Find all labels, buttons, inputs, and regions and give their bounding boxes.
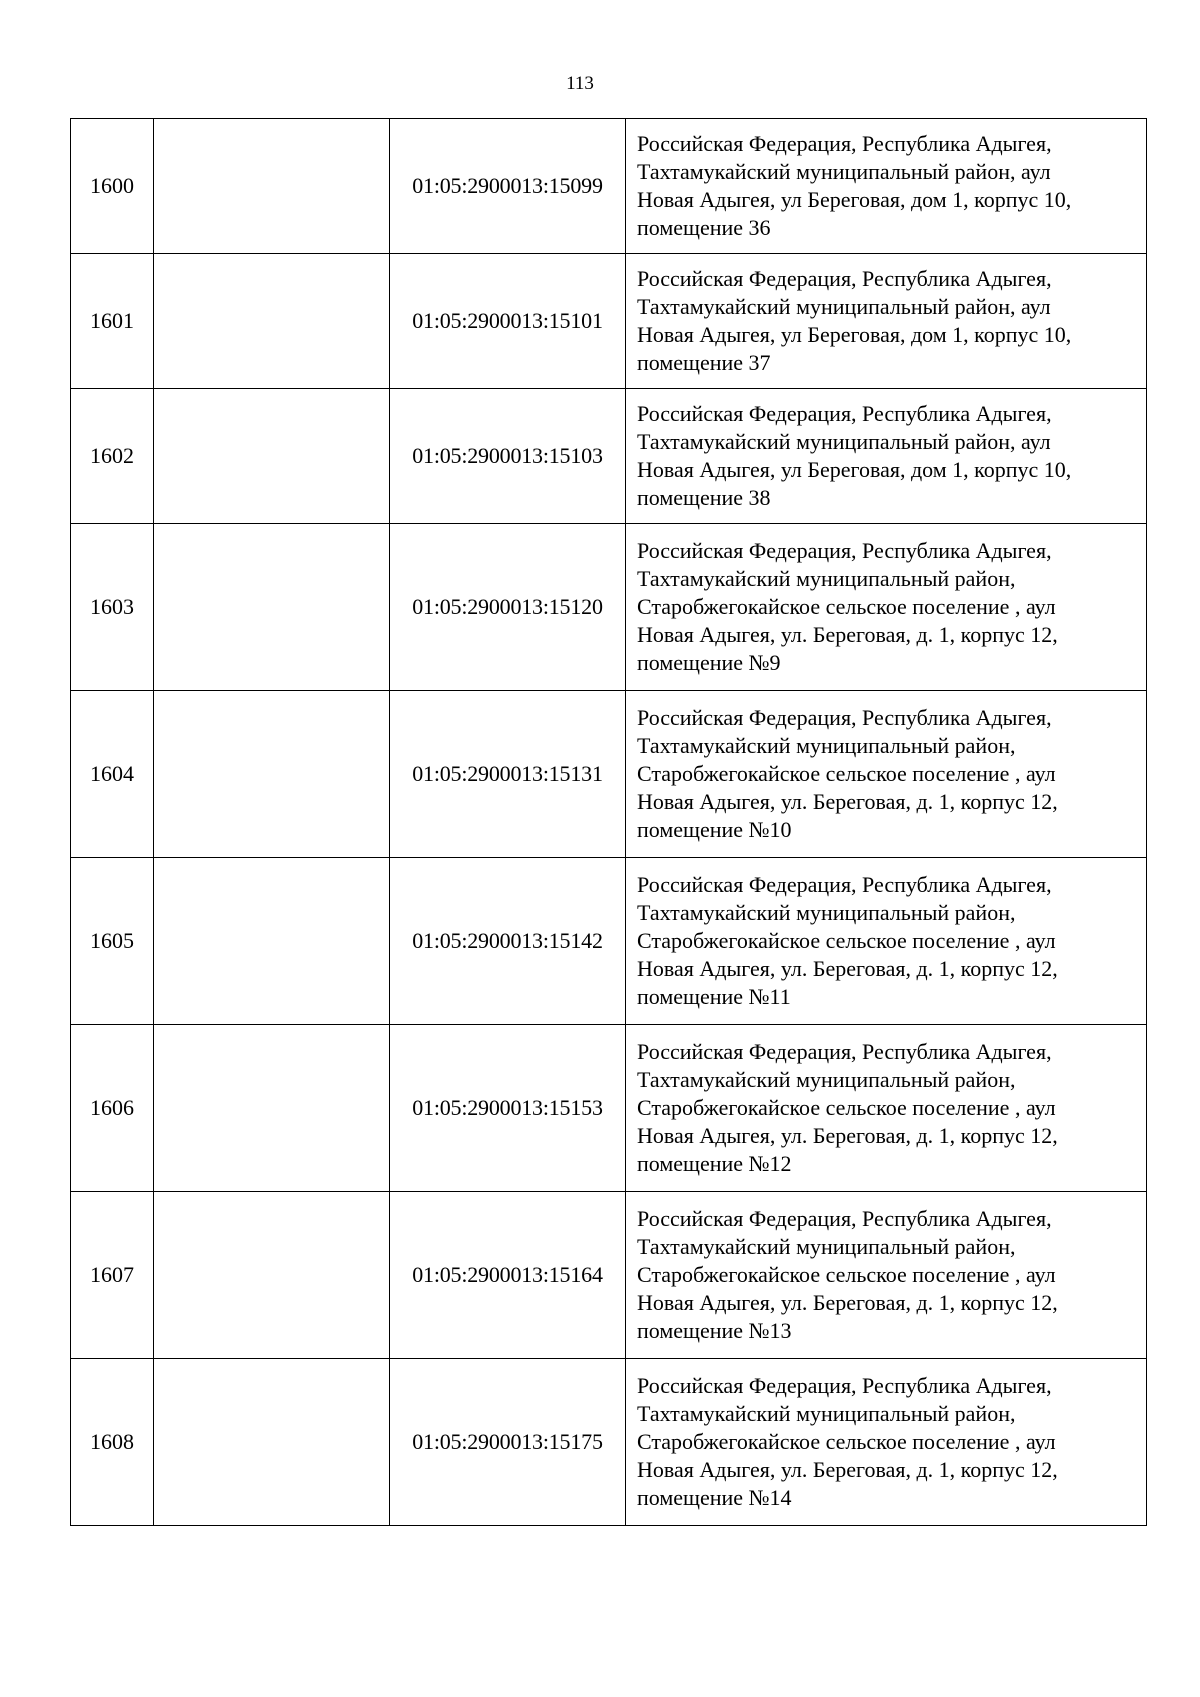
cadastral-number: 01:05:2900013:15120 — [390, 524, 626, 691]
address-line: Тахтамукайский муниципальный район, — [637, 566, 1016, 591]
address-line: Новая Адыгея, ул. Береговая, д. 1, корпус 12, — [637, 956, 1058, 981]
address-line: Российская Федерация, Республика Адыгея, — [637, 538, 1052, 563]
address-cell — [626, 1025, 1147, 1192]
row-number: 1600 — [71, 119, 154, 254]
address-line: помещение 36 — [637, 215, 771, 240]
table-row — [71, 1025, 1147, 1192]
address-line: Тахтамукайский муниципальный район, — [637, 1067, 1016, 1092]
address-line: Новая Адыгея, ул. Береговая, д. 1, корпус 12, — [637, 1290, 1058, 1315]
row-number: 1608 — [71, 1359, 154, 1526]
address-line: Российская Федерация, Республика Адыгея, — [637, 401, 1052, 426]
address-cell — [626, 524, 1147, 691]
address-line: Тахтамукайский муниципальный район, — [637, 900, 1016, 925]
address-line: помещение 38 — [637, 485, 771, 510]
table-row — [71, 1192, 1147, 1359]
address-line: Российская Федерация, Республика Адыгея, — [637, 1039, 1052, 1064]
table-row — [71, 119, 1147, 254]
address-line: Новая Адыгея, ул. Береговая, д. 1, корпус 12, — [637, 1457, 1058, 1482]
address-line: Тахтамукайский муниципальный район, — [637, 1401, 1016, 1426]
address-line: Российская Федерация, Республика Адыгея, — [637, 1206, 1052, 1231]
row-number: 1602 — [71, 389, 154, 524]
row-number: 1605 — [71, 858, 154, 1025]
address-cell — [626, 1192, 1147, 1359]
address-cell — [626, 858, 1147, 1025]
cadastral-number: 01:05:2900013:15099 — [390, 119, 626, 254]
address-line: Тахтамукайский муниципальный район, аул — [637, 159, 1051, 184]
address-line: Новая Адыгея, ул. Береговая, д. 1, корпус 12, — [637, 789, 1058, 814]
cadastral-number: 01:05:2900013:15142 — [390, 858, 626, 1025]
address-line: Новая Адыгея, ул Береговая, дом 1, корпус 10, — [637, 457, 1072, 482]
address-line: Новая Адыгея, ул. Береговая, д. 1, корпус 12, — [637, 1123, 1058, 1148]
address-line: помещение 37 — [637, 350, 771, 375]
address-cell — [626, 1359, 1147, 1526]
address-line: Старобжегокайское сельское поселение , аул — [637, 1095, 1056, 1120]
row-number: 1604 — [71, 691, 154, 858]
address-cell — [626, 254, 1147, 389]
row-number: 1601 — [71, 254, 154, 389]
cadastral-number: 01:05:2900013:15164 — [390, 1192, 626, 1359]
empty-cell — [154, 389, 390, 524]
address-line: помещение №9 — [637, 650, 781, 675]
address-line: Российская Федерация, Республика Адыгея, — [637, 705, 1052, 730]
table-row — [71, 524, 1147, 691]
address-line: Российская Федерация, Республика Адыгея, — [637, 1373, 1052, 1398]
table-row — [71, 858, 1147, 1025]
table-row — [71, 691, 1147, 858]
page-number: 113 — [566, 73, 594, 94]
address-line: Старобжегокайское сельское поселение , аул — [637, 1262, 1056, 1287]
address-line: Тахтамукайский муниципальный район, — [637, 733, 1016, 758]
empty-cell — [154, 1359, 390, 1526]
empty-cell — [154, 254, 390, 389]
address-line: Тахтамукайский муниципальный район, аул — [637, 429, 1051, 454]
address-line: Российская Федерация, Республика Адыгея, — [637, 266, 1052, 291]
address-line: Старобжегокайское сельское поселение , аул — [637, 761, 1056, 786]
address-line: помещение №12 — [637, 1151, 792, 1176]
address-line: Старобжегокайское сельское поселение , аул — [637, 928, 1056, 953]
row-number: 1606 — [71, 1025, 154, 1192]
table-row — [71, 254, 1147, 389]
cadastral-number: 01:05:2900013:15131 — [390, 691, 626, 858]
table-row — [71, 1359, 1147, 1526]
address-line: Старобжегокайское сельское поселение , аул — [637, 594, 1056, 619]
registry-table-body — [71, 119, 1147, 1526]
row-number: 1603 — [71, 524, 154, 691]
address-line: помещение №11 — [637, 984, 791, 1009]
address-line: Тахтамукайский муниципальный район, аул — [637, 294, 1051, 319]
address-line: Новая Адыгея, ул. Береговая, д. 1, корпус 12, — [637, 622, 1058, 647]
cadastral-number: 01:05:2900013:15153 — [390, 1025, 626, 1192]
empty-cell — [154, 119, 390, 254]
empty-cell — [154, 1025, 390, 1192]
cadastral-number: 01:05:2900013:15103 — [390, 389, 626, 524]
table-row — [71, 389, 1147, 524]
address-line: Старобжегокайское сельское поселение , аул — [637, 1429, 1056, 1454]
empty-cell — [154, 1192, 390, 1359]
cadastral-number: 01:05:2900013:15175 — [390, 1359, 626, 1526]
address-cell — [626, 389, 1147, 524]
address-line: Тахтамукайский муниципальный район, — [637, 1234, 1016, 1259]
cadastral-number: 01:05:2900013:15101 — [390, 254, 626, 389]
row-number: 1607 — [71, 1192, 154, 1359]
empty-cell — [154, 524, 390, 691]
empty-cell — [154, 691, 390, 858]
address-line: Российская Федерация, Республика Адыгея, — [637, 872, 1052, 897]
empty-cell — [154, 858, 390, 1025]
address-line: Новая Адыгея, ул Береговая, дом 1, корпус 10, — [637, 322, 1072, 347]
address-line: помещение №13 — [637, 1318, 792, 1343]
address-line: помещение №10 — [637, 817, 792, 842]
address-line: Российская Федерация, Республика Адыгея, — [637, 131, 1052, 156]
property-registry-table — [70, 118, 1147, 1526]
address-cell — [626, 119, 1147, 254]
address-cell — [626, 691, 1147, 858]
address-line: помещение №14 — [637, 1485, 792, 1510]
address-line: Новая Адыгея, ул Береговая, дом 1, корпус 10, — [637, 187, 1072, 212]
